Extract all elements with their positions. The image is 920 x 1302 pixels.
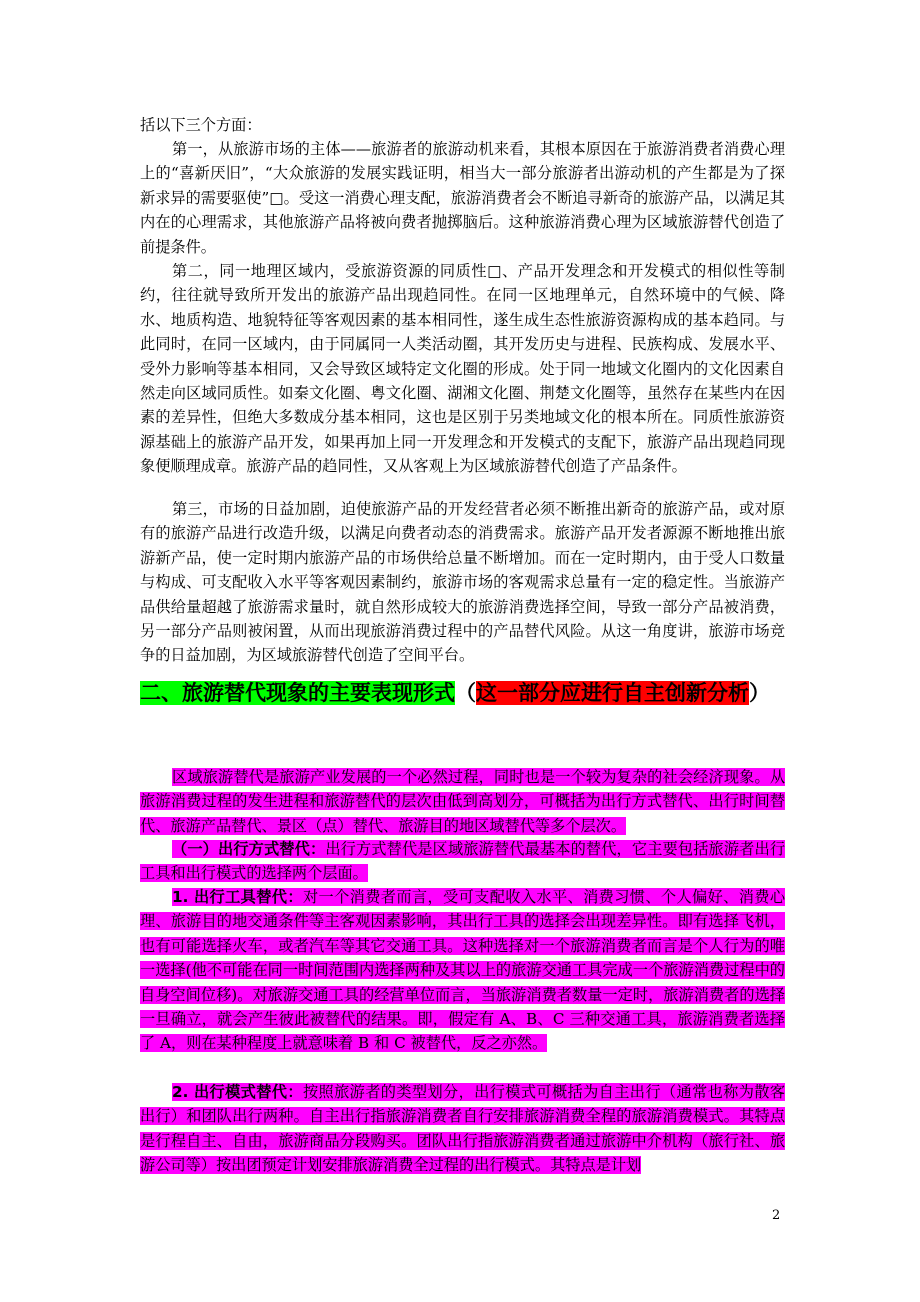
- item2-title: 2. 出行模式替代: [172, 1083, 288, 1101]
- section-heading: [140, 672, 790, 714]
- item1-text: 对一个消费者而言，受可支配收入水平、消费习惯、个人偏好、消费心理、旅游目的地交通条件等主客观因素影响，其出行工具的选择会出现差异性。即有选择飞机，也有可能选择火车，或者汽车等其它交通工具。这种选择对一个旅游消费者而言是个人行为的唯一选择(他不可能在同一时间范围内选择两种及其以上的旅游交通工具完成一个旅游消费过程中的自身空间位移)。对旅游交通工具的经营单位而言，当旅游消费者数量一定时，旅游消费者的选择一旦确立，就会产生彼此被替代的结果。即，假定有 A、B、C 三种交通工具，旅游消费者选择了 A，则在某种程度上就意味着 B 和 C 被替代，反之亦然。: [140, 888, 785, 1053]
- subsection-text: 出行方式替代是区域旅游替代最基本的替代，它主要包括旅游者出行工具和出行模式的选择两个层面。: [140, 840, 786, 883]
- paragraph-section-intro: [140, 765, 785, 838]
- paragraph-first: 第一，从旅游市场的主体——旅游者的旅游动机来看，其根本原因在于旅游消费者消费心理上的“喜新厌旧”，“大众旅游的发展实践证明，相当大一部分旅游者出游动机的产生都是为了探新求异的需要驱使”□。受这一消费心理支配，旅游消费者会不断追寻新奇的旅游产品，以满足其内在的心理需求，其他旅游产品将被向费者抛掷脑后。这种旅游消费心理为区域旅游替代创造了前提条件。: [140, 140, 785, 256]
- paragraph-subsection-1: [140, 837, 785, 886]
- item2-text: 按照旅游者的类型划分，出行模式可概括为自主出行（通常也称为散客出行）和团队出行两种。自主出行指旅游消费者自行安排旅游消费全程的旅游消费模式。其特点是行程自主、自由，旅游商品分段购买。团队出行指旅游消费者通过旅游中介机构（旅行社、旅游公司等）按出团预定计划安排旅游消费全过程的出行模式。其特点是计划: [140, 1083, 785, 1175]
- item1-title: 1. 出行工具替代: [172, 888, 288, 906]
- paragraph-item-2: [140, 1080, 785, 1178]
- page-number: 2: [772, 1208, 781, 1223]
- subsection-title: （一）出行方式替代: [172, 840, 310, 858]
- heading-note: 这一部分应进行自主创新分析: [476, 681, 749, 705]
- heading-main: 二、旅游替代现象的主要表现形式: [140, 681, 455, 705]
- paragraph-intro: 括以下三个方面：: [140, 116, 262, 134]
- subsection-colon: ：: [309, 840, 326, 858]
- item1-colon: ：: [287, 888, 303, 906]
- paragraph-second: 第二，同一地理区域内，受旅游资源的同质性□、产品开发理念和开发模式的相似性等制约，往往就导致所开发出的旅游产品出现趋同性。在同一区地理单元，自然环境中的气候、降水、地质构造、地貌特征等客观因素的基本相同性，遂生成生态性旅游资源构成的基本趋同。与此同时，在同一区域内，由于同属同一人类活动圈，其开发历史与进程、民族构成、发展水平、受外力影响等基本相同，又会导致区域特定文化圈的形成。处于同一地域文化圈内的文化因素自然走向区域同质性。如秦文化圈、粤文化圈、湖湘文化圈、荆楚文化圈等，虽然存在某些内在因素的差异性，但绝大多数成分基本相同，这也是区别于另类地域文化的根本所在。同质性旅游资源基础上的旅游产品开发，如果再加上同一开发理念和开发模式的支配下，旅游产品出现趋同现象便顺理成章。旅游产品的趋同性，又从客观上为区域旅游替代创造了产品条件。: [140, 262, 785, 476]
- heading-close-paren: ）: [749, 681, 770, 705]
- heading-open-paren: （: [455, 681, 476, 705]
- paragraph-item-1: [140, 885, 785, 1056]
- section-intro-text: 区域旅游替代是旅游产业发展的一个必然过程，同时也是一个较为复杂的社会经济现象。从旅游消费过程的发生进程和旅游替代的层次由低到高划分，可概括为出行方式替代、出行时间替代、旅游产品替代、景区（点）替代、旅游目的地区域替代等多个层次。: [140, 768, 785, 835]
- item2-colon: ：: [287, 1083, 303, 1101]
- paragraph-third: 第三，市场的日益加剧，迫使旅游产品的开发经营者必须不断推出新奇的旅游产品，或对原有的旅游产品进行改造升级，以满足向费者动态的消费需求。旅游产品开发者源源不断地推出旅游新产品，使一定时期内旅游产品的市场供给总量不断增加。而在一定时期内，由于受人口数量与构成、可支配收入水平等客观因素制约，旅游市场的客观需求总量有一定的稳定性。当旅游产品供给量超越了旅游需求量时，就自然形成较大的旅游消费选择空间，导致一部分产品被消费，另一部分产品则被闲置，从而出现旅游消费过程中的产品替代风险。从这一角度讲，旅游市场竞争的日益加剧，为区域旅游替代创造了空间平台。: [140, 500, 785, 665]
